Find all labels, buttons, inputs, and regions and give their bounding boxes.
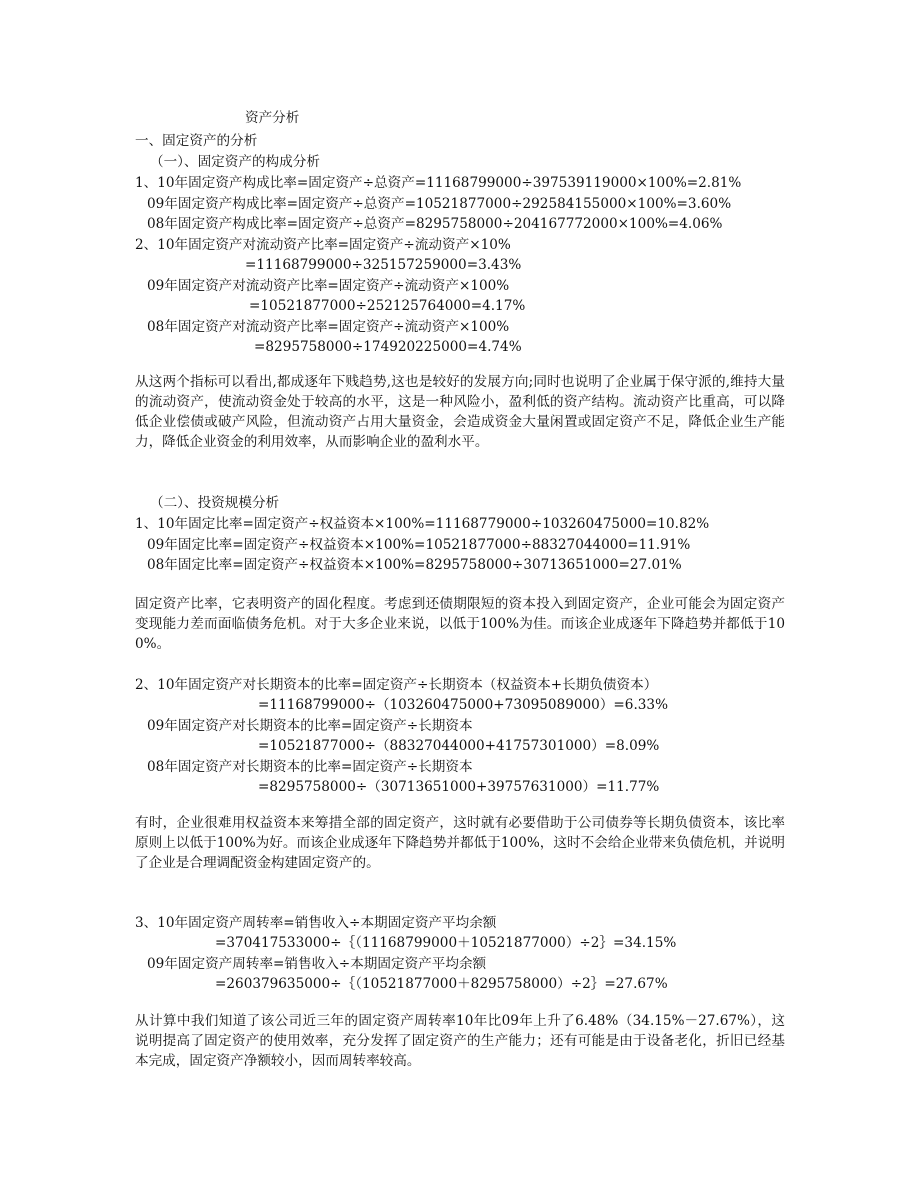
analysis-paragraph: 有时，企业很难用权益资本来筹措全部的固定资产，这时就有必要借助于公司债券等长期负债资本，该比率原则上以低于100%为好。而该企业成逐年下降趋势并都低于100%，这时不会给企业带来负债危机，并说明了企业是合理调配资金构建固定资产的。	[135, 815, 785, 871]
formula-line: 08年固定比率=固定资产÷权益资本×100%=8295758000÷30713651000=27.01%	[147, 557, 682, 573]
formula-line: 09年固定资产构成比率=固定资产÷总资产=10521877000÷292584155000×100%=3.60%	[147, 196, 732, 212]
formula-line: 1、10年固定比率=固定资产÷权益资本×100%=11168779000÷103260475000=10.82%	[135, 516, 710, 532]
document-title: 资产分析	[245, 110, 300, 126]
analysis-paragraph: 从计算中我们知道了该公司近三年的固定资产周转率10年比09年上升了6.48%（34.15%－27.67%），这说明提高了固定资产的使用效率，充分发挥了固定资产的生产能力；还有可能是由于设备老化，折旧已经基本完成，固定资产净额较小，因而周转率较高。	[135, 1013, 785, 1069]
formula-line: =370417533000÷｛（11168799000＋10521877000）÷2｝=34.15%	[215, 935, 677, 951]
formula-line: 09年固定资产对长期资本的比率=固定资产÷长期资本	[147, 718, 473, 734]
formula-line: 08年固定资产对长期资本的比率=固定资产÷长期资本	[147, 759, 473, 775]
formula-line: 08年固定资产构成比率=固定资产÷总资产=8295758000÷204167772000×100%=4.06%	[147, 216, 723, 232]
formula-line: =11168799000÷325157259000=3.43%	[245, 257, 522, 273]
formula-line: 08年固定资产对流动资产比率=固定资产÷流动资产×100%	[147, 319, 510, 335]
analysis-paragraph: 从这两个指标可以看出,都成逐年下贱趋势,这也是较好的发展方向;同时也说明了企业属于保守派的,维持大量的流动资产，使流动资金处于较高的水平，这是一种风险小，盈利低的资产结构。流动资产比重高，可以降低企业偿债或破产风险，但流动资产占用大量资金，会造成资金大量闲置或固定资产不足，降低企业生产能力，降低企业资金的利用效率，从而影响企业的盈利水平。	[135, 374, 785, 450]
formula-line: =10521877000÷（88327044000+41757301000）=8.09%	[258, 738, 660, 754]
formula-line: 2、10年固定资产对流动资产比率=固定资产÷流动资产×10%	[135, 237, 511, 253]
subsection-heading-composition: （一）、固定资产的构成分析	[150, 154, 320, 170]
formula-line: =10521877000÷252125764000=4.17%	[249, 298, 526, 314]
analysis-paragraph: 固定资产比率，它表明资产的固化程度。考虑到还债期限短的资本投入到固定资产，企业可能会为固定资产变现能力差而面临债务危机。对于大多企业来说，以低于100%为佳。而该企业成逐年下降趋势并都低于100%。	[135, 596, 785, 652]
formula-line: 1、10年固定资产构成比率=固定资产÷总资产=11168799000÷397539119000×100%=2.81%	[135, 175, 742, 191]
formula-line: =11168799000÷（103260475000+73095089000）=6.33%	[258, 697, 668, 713]
section-heading-fixed-assets: 一、固定资产的分析	[135, 133, 258, 149]
formula-line: 2、10年固定资产对长期资本的比率=固定资产÷长期资本（权益资本+长期负债资本）	[135, 677, 658, 693]
formula-line: 09年固定资产周转率=销售收入÷本期固定资产平均余额	[147, 956, 487, 972]
subsection-heading-investment-scale: （二）、投资规模分析	[150, 495, 280, 511]
formula-line: 09年固定比率=固定资产÷权益资本×100%=10521877000÷88327044000=11.91%	[147, 537, 691, 553]
formula-line: =260379635000÷｛（10521877000＋8295758000）÷2｝=27.67%	[215, 976, 668, 992]
formula-line: =8295758000÷174920225000=4.74%	[254, 339, 522, 355]
formula-line: =8295758000÷（30713651000+39757631000）=11.77%	[258, 779, 660, 795]
formula-line: 09年固定资产对流动资产比率=固定资产÷流动资产×100%	[147, 278, 510, 294]
formula-line: 3、10年固定资产周转率=销售收入÷本期固定资产平均余额	[135, 915, 497, 931]
